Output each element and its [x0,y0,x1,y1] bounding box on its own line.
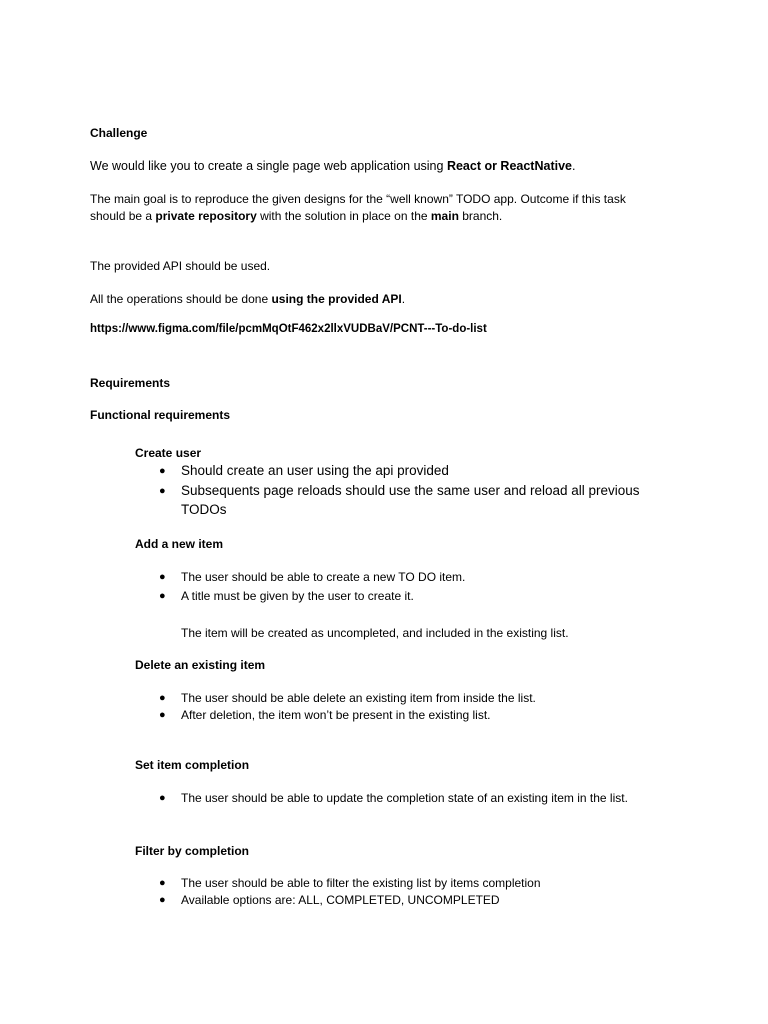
create-user-heading: Create user [135,446,202,460]
goal-line-1: The main goal is to reproduce the given designs for the “well known” TODO app. Outcome if this task [90,192,626,206]
api-paragraph: The provided API should be used. [90,259,271,273]
challenge-heading: Challenge [90,126,148,140]
delete-item-item: The user should be able delete an existing item from inside the list. [181,691,536,705]
filter-heading: Filter by completion [135,844,250,858]
bullet: ● [159,692,166,704]
operations-paragraph [90,292,405,306]
bullet: ● [159,894,166,906]
operations-end: . [401,292,406,306]
requirements-heading: Requirements [90,376,171,390]
bullet: ● [159,485,166,497]
bullet: ● [159,590,166,602]
add-item-heading: Add a new item [135,537,224,551]
intro-paragraph [90,159,575,173]
add-item-item: The user should be able to create a new TO DO item. [181,570,466,584]
bullet: ● [159,709,166,721]
add-item-item: A title must be given by the user to create it. [181,589,414,603]
figma-link[interactable]: https://www.figma.com/file/pcmMqOtF462x2llxVUDBaV/PCNT---To-do-list [90,323,487,335]
filter-item: The user should be able to filter the existing list by items completion [181,876,541,890]
set-completion-heading: Set item completion [135,758,250,772]
functional-requirements-heading: Functional requirements [90,408,231,422]
goal-text-a: should be a [90,209,156,223]
goal-bold-repo: private repository [155,209,257,223]
goal-text-c: branch. [458,209,503,223]
intro-end: . [572,159,576,173]
intro-bold-tech: React or ReactNative [446,159,572,173]
delete-item-heading: Delete an existing item [135,658,266,672]
goal-line-2 [90,209,502,223]
create-user-item: Should create an user using the api provided [181,463,449,478]
set-completion-item: The user should be able to update the completion state of an existing item in the list. [181,791,628,805]
bullet: ● [159,571,166,583]
operations-bold: using the provided API [271,292,402,306]
bullet: ● [159,465,166,477]
create-user-item-continued: TODOs [181,502,227,517]
intro-text: We would like you to create a single page web application using [90,159,447,173]
add-item-note: The item will be created as uncompleted, and included in the existing list. [181,626,569,640]
delete-item-item: After deletion, the item won’t be present in the existing list. [181,708,491,722]
goal-bold-main: main [430,209,459,223]
goal-text-b: with the solution in place on the [256,209,431,223]
filter-item: Available options are: ALL, COMPLETED, UNCOMPLETED [181,893,500,907]
operations-text: All the operations should be done [90,292,272,306]
create-user-item: Subsequents page reloads should use the same user and reload all previous [181,483,640,498]
bullet: ● [159,792,166,804]
bullet: ● [159,877,166,889]
